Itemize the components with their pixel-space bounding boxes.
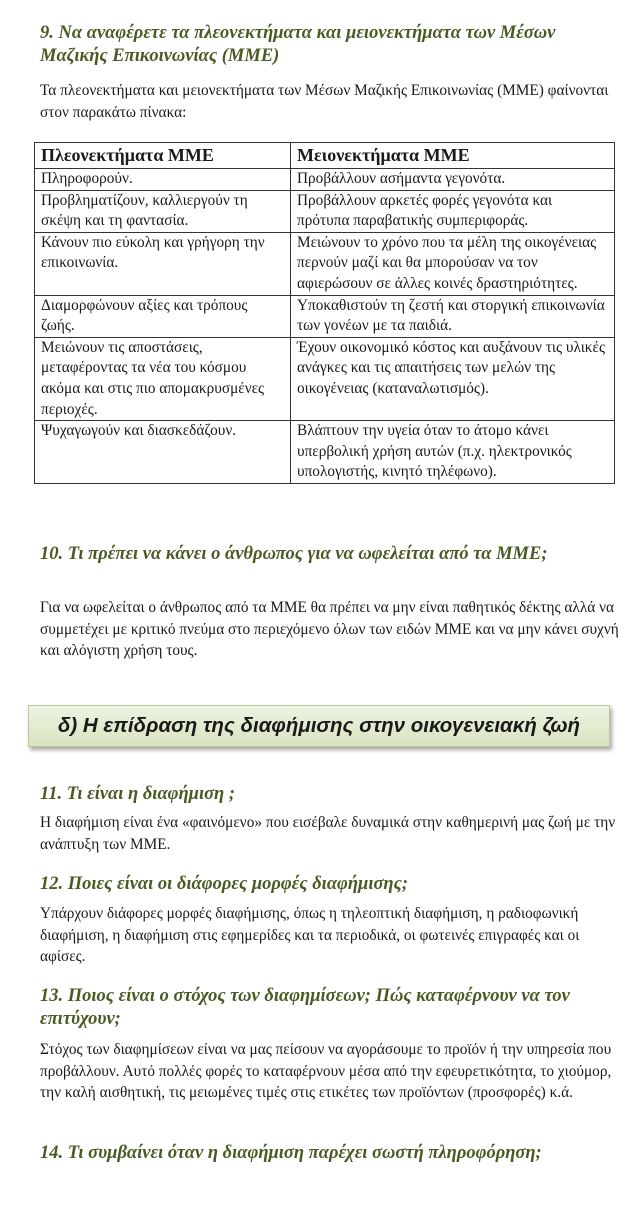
table-cell-advantage: Προβληματίζουν, καλλιεργούν τη σκέψη και τη φαντασία. — [35, 190, 291, 232]
table-header-disadvantages: Μειονεκτήματα ΜΜΕ — [291, 143, 615, 169]
question-11-answer: Η διαφήμιση είναι ένα «φαινόμενο» που εισέβαλε δυναμικά στην καθημερινή μας ζωή με την ανάπτυξη των ΜΜΕ. — [40, 814, 616, 853]
section-banner — [28, 705, 610, 747]
table-row — [35, 232, 615, 295]
table-row — [35, 190, 615, 232]
section-heading: δ) Η επίδραση της διαφήμισης στην οικογενειακή ζωή — [57, 714, 581, 737]
question-10-title: 10. Τι πρέπει να κάνει ο άνθρωπος για να ωφελείται από τα ΜΜΕ; — [40, 544, 548, 564]
question-10-answer: Για να ωφελείται ο άνθρωπος από τα ΜΜΕ θα πρέπει να μην είναι παθητικός δέκτης αλλά να συμμετέχει με κριτικό πνεύμα στο περιεχόμενο όλων των ειδών ΜΜΕ και να μην κάνει συχνή και αλόγιστη χρήση τους. — [40, 599, 619, 659]
table-cell-advantage: Κάνουν πιο εύκολη και γρήγορη την επικοινωνία. — [35, 232, 291, 295]
table-row — [35, 421, 615, 484]
table-cell-disadvantage: Έχουν οικονομικό κόστος και αυξάνουν τις υλικές ανάγκες και τις απαιτήσεις των μελών της οικογένειας (καταναλωτισμός). — [291, 337, 615, 420]
table-row — [35, 337, 615, 420]
table-header-advantages: Πλεονεκτήματα ΜΜΕ — [35, 143, 291, 169]
table-cell-disadvantage: Προβάλλουν ασήμαντα γεγονότα. — [291, 169, 615, 191]
table-cell-disadvantage: Βλάπτουν την υγεία όταν το άτομο κάνει υπερβολική χρήση αυτών (π.χ. ηλεκτρονικός υπολογιστής, κινητό τηλέφωνο). — [291, 421, 615, 484]
question-11-title: 11. Τι είναι η διαφήμιση ; — [40, 784, 235, 804]
question-9-title: 9. Να αναφέρετε τα πλεονεκτήματα και μειονεκτήματα των Μέσων Μαζικής Επικοινωνίας (ΜΜΕ) — [40, 23, 556, 66]
table-cell-advantage: Ψυχαγωγούν και διασκεδάζουν. — [35, 421, 291, 484]
table-cell-advantage: Μειώνουν τις αποστάσεις, μεταφέροντας τα νέα του κόσμου ακόμα και στις πιο απομακρυσμένες περιοχές. — [35, 337, 291, 420]
table-cell-disadvantage: Μειώνουν το χρόνο που τα μέλη της οικογένειας περνούν μαζί και θα μπορούσαν να τον αφιερώσουν σε άλλες κοινές δραστηριότητες. — [291, 232, 615, 295]
advantages-disadvantages-table — [34, 142, 615, 484]
question-14-title: 14. Τι συμβαίνει όταν η διαφήμιση παρέχει σωστή πληροφόρηση; — [40, 1143, 542, 1163]
question-13-answer: Στόχος των διαφημίσεων είναι να μας πείσουν να αγοράσουμε το προϊόν ή την υπηρεσία που προβάλλουν. Αυτό πολλές φορές το καταφέρνουν μέσα από την εφευρετικότητα, το χιούμορ, την καλή αισθητική, τις μειωμένες τιμές στις ετικέτες των προϊόντων (προσφορές) κ.ά. — [40, 1041, 612, 1101]
question-12-title: 12. Ποιες είναι οι διάφορες μορφές διαφήμισης; — [40, 874, 408, 894]
question-13-title: 13. Ποιος είναι ο στόχος των διαφημίσεων; Πώς καταφέρνουν να τον επιτύχουν; — [40, 986, 570, 1029]
table-cell-advantage: Διαμορφώνουν αξίες και τρόπους ζωής. — [35, 295, 291, 337]
table-cell-advantage: Πληροφορούν. — [35, 169, 291, 191]
table-header-row — [35, 143, 615, 169]
table-row — [35, 169, 615, 191]
question-9-intro: Τα πλεονεκτήματα και μειονεκτήματα των Μέσων Μαζικής Επικοινωνίας (ΜΜΕ) φαίνονται στον παρακάτω πίνακα: — [40, 82, 609, 121]
table-cell-disadvantage: Προβάλλουν αρκετές φορές γεγονότα και πρότυπα παραβατικής συμπεριφοράς. — [291, 190, 615, 232]
table-row — [35, 295, 615, 337]
question-12-answer: Υπάρχουν διάφορες μορφές διαφήμισης, όπως η τηλεοπτική διαφήμιση, η ραδιοφωνική διαφήμιση, η διαφήμιση στις εφημερίδες και τα περιοδικά, οι φωτεινές επιγραφές και οι αφίσες. — [40, 905, 580, 965]
table-cell-disadvantage: Υποκαθιστούν τη ζεστή και στοργική επικοινωνία των γονέων με τα παιδιά. — [291, 295, 615, 337]
